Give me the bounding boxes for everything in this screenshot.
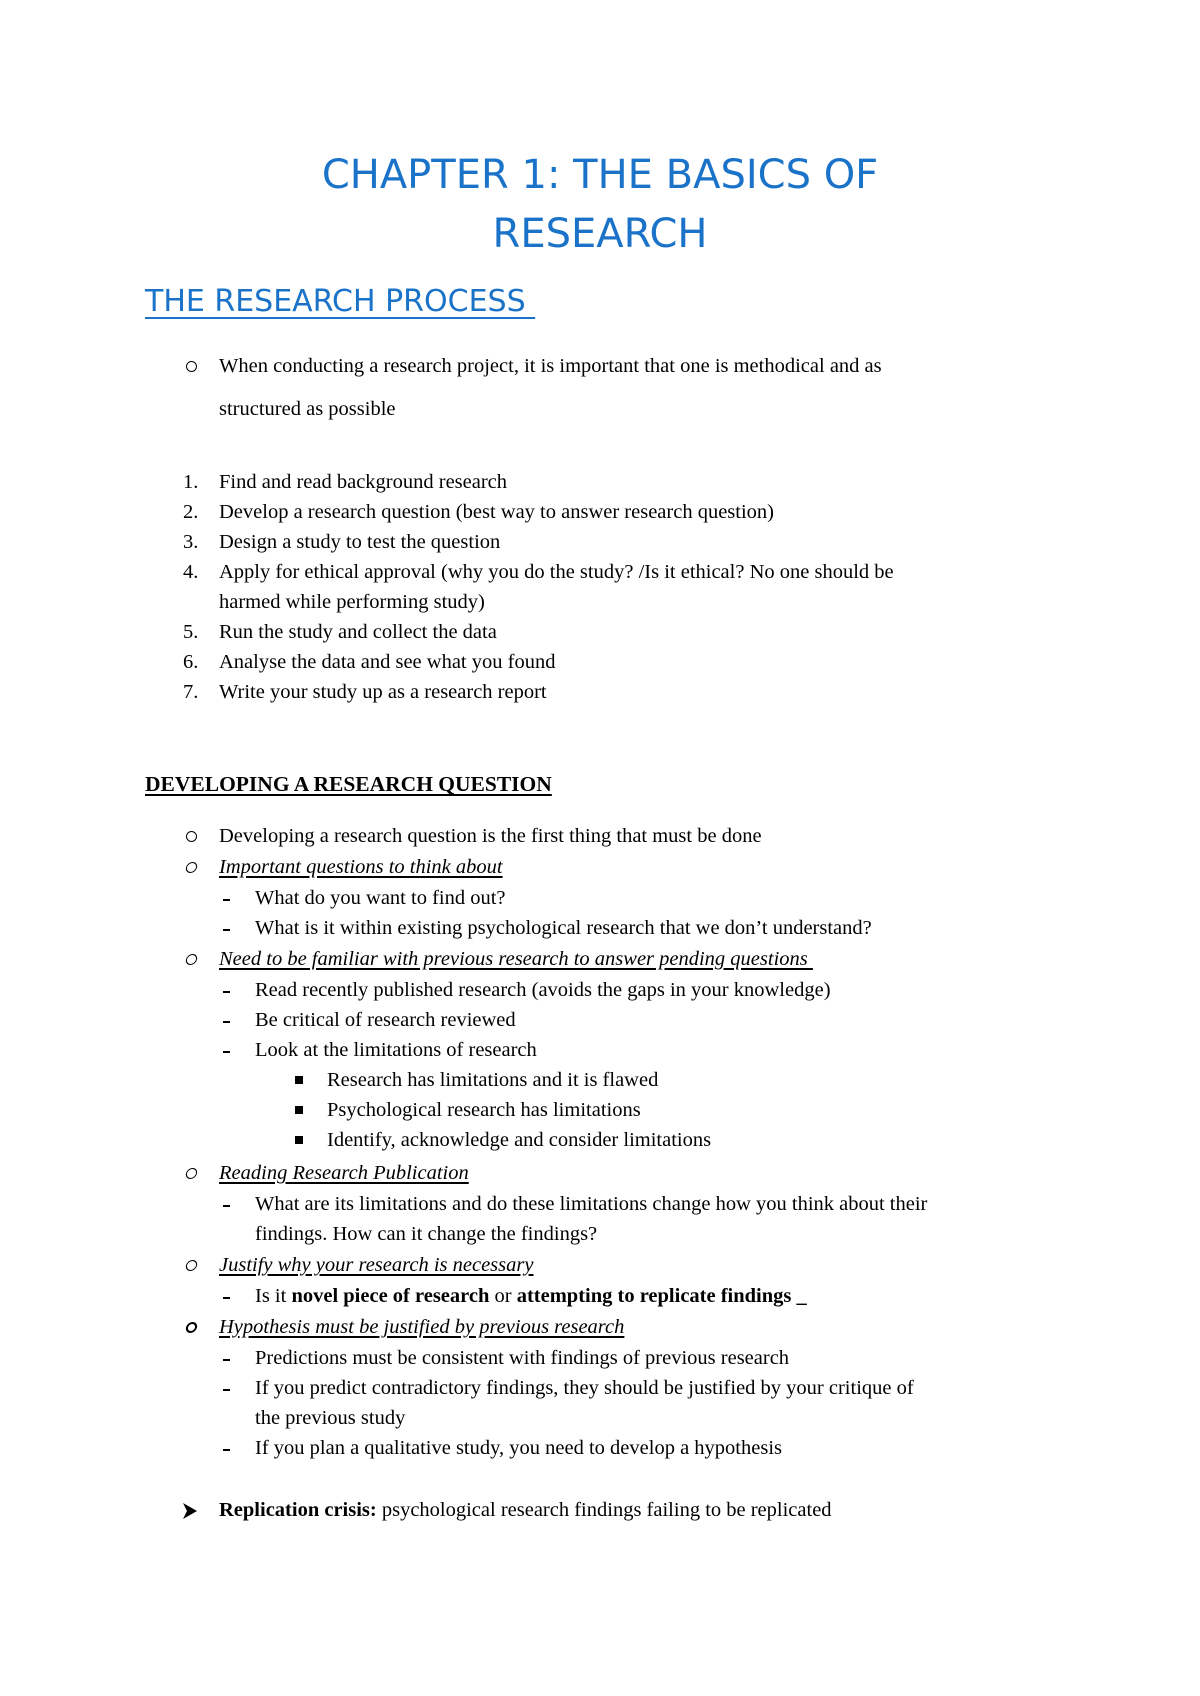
text-run: or	[489, 1285, 517, 1307]
step-text: Design a study to test the question	[219, 531, 501, 553]
chapter-title-line2: RESEARCH	[492, 211, 708, 257]
dash-bullet-icon	[223, 1389, 230, 1391]
dash-bullet-icon	[223, 1449, 230, 1451]
sub-bullet-text: Be critical of research reviewed	[255, 1009, 516, 1031]
sub-bullet-text: If you plan a qualitative study, you need to develop a hypothesis	[255, 1437, 782, 1459]
dash-bullet-icon	[223, 899, 230, 901]
sub-bullet-text-mixed	[255, 1281, 807, 1311]
sub-bullet-text: Read recently published research (avoids the gaps in your knowledge)	[255, 979, 831, 1001]
sub-bullet-text-continued: findings. How can it change the findings?	[255, 1223, 598, 1245]
replication-crisis-line	[219, 1495, 832, 1525]
sub-bullet-text: Predictions must be consistent with findings of previous research	[255, 1347, 790, 1369]
dash-bullet-icon	[223, 1205, 230, 1207]
text-run: Is it	[255, 1285, 292, 1307]
bullet-text-italic: Important questions to think about	[219, 856, 503, 878]
step-number: 3.	[183, 531, 199, 553]
step-text: Run the study and collect the data	[219, 621, 497, 643]
sub-bullet-text: What do you want to find out?	[255, 887, 506, 909]
step-text: Develop a research question (best way to answer research question)	[219, 501, 774, 523]
hollow-circle-bullet-icon	[186, 831, 197, 842]
dash-bullet-icon	[223, 991, 230, 993]
step-text-continued: harmed while performing study)	[219, 591, 485, 613]
term-definition: psychological research findings failing to be replicated	[376, 1499, 832, 1521]
bold-text-run: novel piece of research	[291, 1285, 490, 1307]
step-text: Find and read background research	[219, 471, 508, 493]
bullet-text-italic: Hypothesis must be justified by previous research	[219, 1316, 625, 1338]
sub-sub-bullet-text: Psychological research has limitations	[327, 1099, 641, 1121]
hollow-circle-bullet-icon	[186, 361, 197, 372]
arrow-bullet-icon	[182, 1502, 198, 1520]
bullet-text: Developing a research question is the first thing that must be done	[219, 825, 762, 847]
bold-circle-bullet-icon	[185, 1322, 198, 1333]
square-bullet-icon	[295, 1076, 303, 1084]
bold-term: Replication crisis:	[219, 1499, 377, 1521]
chapter-title	[0, 146, 1200, 264]
sub-bullet-text: Look at the limitations of research	[255, 1039, 537, 1061]
step-number: 2.	[183, 501, 199, 523]
sub-bullet-text: What are its limitations and do these limitations change how you think about their	[255, 1193, 928, 1215]
sub-sub-bullet-text: Research has limitations and it is flawed	[327, 1069, 659, 1091]
bold-text-run: attempting to replicate findings	[516, 1285, 792, 1307]
square-bullet-icon	[295, 1136, 303, 1144]
text-run: _	[791, 1285, 807, 1307]
dash-bullet-icon	[223, 1359, 230, 1361]
step-number: 4.	[183, 561, 199, 583]
section-heading-developing-question: DEVELOPING A RESEARCH QUESTION	[145, 772, 552, 796]
square-bullet-icon	[295, 1106, 303, 1114]
hollow-circle-bullet-icon	[185, 862, 198, 873]
step-number: 6.	[183, 651, 199, 673]
step-text: Analyse the data and see what you found	[219, 651, 556, 673]
step-text: Write your study up as a research report	[219, 681, 547, 703]
chapter-title-line1: CHAPTER 1: THE BASICS OF	[321, 152, 879, 198]
step-text: Apply for ethical approval (why you do the study? /Is it ethical? No one should be	[219, 561, 894, 583]
dash-bullet-icon	[223, 929, 230, 931]
intro-text-line2: structured as possible	[219, 398, 396, 420]
sub-sub-bullet-text: Identify, acknowledge and consider limitations	[327, 1129, 712, 1151]
bullet-text-italic: Need to be familiar with previous research to answer pending questions	[219, 948, 813, 970]
dash-bullet-icon	[223, 1021, 230, 1023]
step-number: 1.	[183, 471, 199, 493]
bullet-text-italic: Reading Research Publication	[219, 1162, 469, 1184]
sub-bullet-text-continued: the previous study	[255, 1407, 406, 1429]
bullet-text-italic: Justify why your research is necessary	[219, 1254, 534, 1276]
intro-text-line1: When conducting a research project, it is important that one is methodical and as	[219, 355, 882, 377]
sub-bullet-text: If you predict contradictory findings, they should be justified by your critique of	[255, 1377, 914, 1399]
hollow-circle-bullet-icon	[185, 1168, 198, 1179]
section-heading-research-process: THE RESEARCH PROCESS	[145, 284, 536, 319]
sub-bullet-text: What is it within existing psychological research that we don’t understand?	[255, 917, 872, 939]
dash-bullet-icon	[223, 1297, 230, 1299]
step-number: 5.	[183, 621, 199, 643]
hollow-circle-bullet-icon	[185, 954, 198, 965]
dash-bullet-icon	[223, 1051, 230, 1053]
hollow-circle-bullet-icon	[185, 1260, 198, 1271]
step-number: 7.	[183, 681, 199, 703]
